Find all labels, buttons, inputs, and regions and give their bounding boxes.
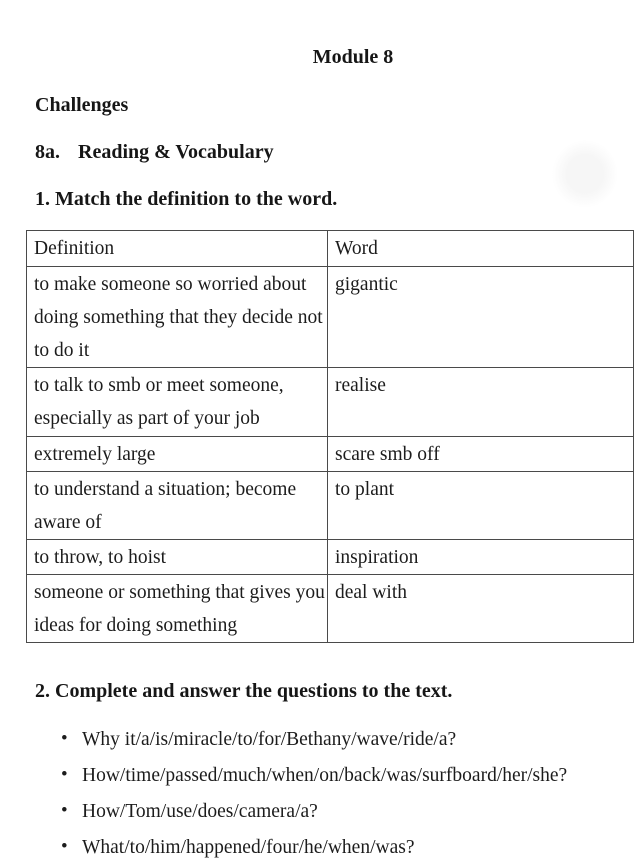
question-list bbox=[0, 729, 644, 858]
definition-cell: to make someone so worried about doing something that they decide not to do it bbox=[27, 267, 328, 368]
table-row bbox=[27, 368, 634, 437]
definition-cell: to understand a situation; become aware of bbox=[27, 472, 328, 540]
table-row bbox=[27, 472, 634, 540]
section-heading: Challenges bbox=[35, 94, 129, 116]
subsection-number: 8a. bbox=[35, 141, 60, 163]
definition-cell: to throw, to hoist bbox=[27, 540, 328, 575]
subsection-title: Reading & Vocabulary bbox=[78, 141, 274, 163]
table-row bbox=[27, 267, 634, 368]
table-row bbox=[27, 575, 634, 643]
question-item: • Why it/a/is/miracle/to/for/Bethany/wave/ride/a? bbox=[82, 729, 644, 750]
word-cell: to plant bbox=[328, 472, 634, 540]
word-cell: inspiration bbox=[328, 540, 634, 575]
column-header-definition: Definition bbox=[27, 231, 328, 267]
word-cell: scare smb off bbox=[328, 437, 634, 472]
question-item: • What/to/him/happened/four/he/when/was? bbox=[82, 837, 644, 858]
word-cell: realise bbox=[328, 368, 634, 437]
definition-cell: someone or something that gives you ideas for doing something bbox=[27, 575, 328, 643]
module-title: Module 8 bbox=[312, 46, 394, 68]
column-header-word: Word bbox=[328, 231, 634, 267]
question-item: • How/time/passed/much/when/on/back/was/surfboard/her/she? bbox=[82, 765, 644, 786]
question-item: • How/Tom/use/does/camera/a? bbox=[82, 801, 644, 822]
definition-word-table bbox=[26, 230, 634, 643]
word-cell: gigantic bbox=[328, 267, 634, 368]
definition-cell: extremely large bbox=[27, 437, 328, 472]
subsection-heading bbox=[35, 141, 644, 163]
table-row bbox=[27, 437, 634, 472]
exercise2-instruction: 2. Complete and answer the questions to the text. bbox=[35, 680, 453, 702]
definition-cell: to talk to smb or meet someone, especially as part of your job bbox=[27, 368, 328, 437]
table-header-row bbox=[27, 231, 634, 267]
exercise1-instruction: 1. Match the definition to the word. bbox=[35, 188, 338, 210]
word-cell: deal with bbox=[328, 575, 634, 643]
table-row bbox=[27, 540, 634, 575]
